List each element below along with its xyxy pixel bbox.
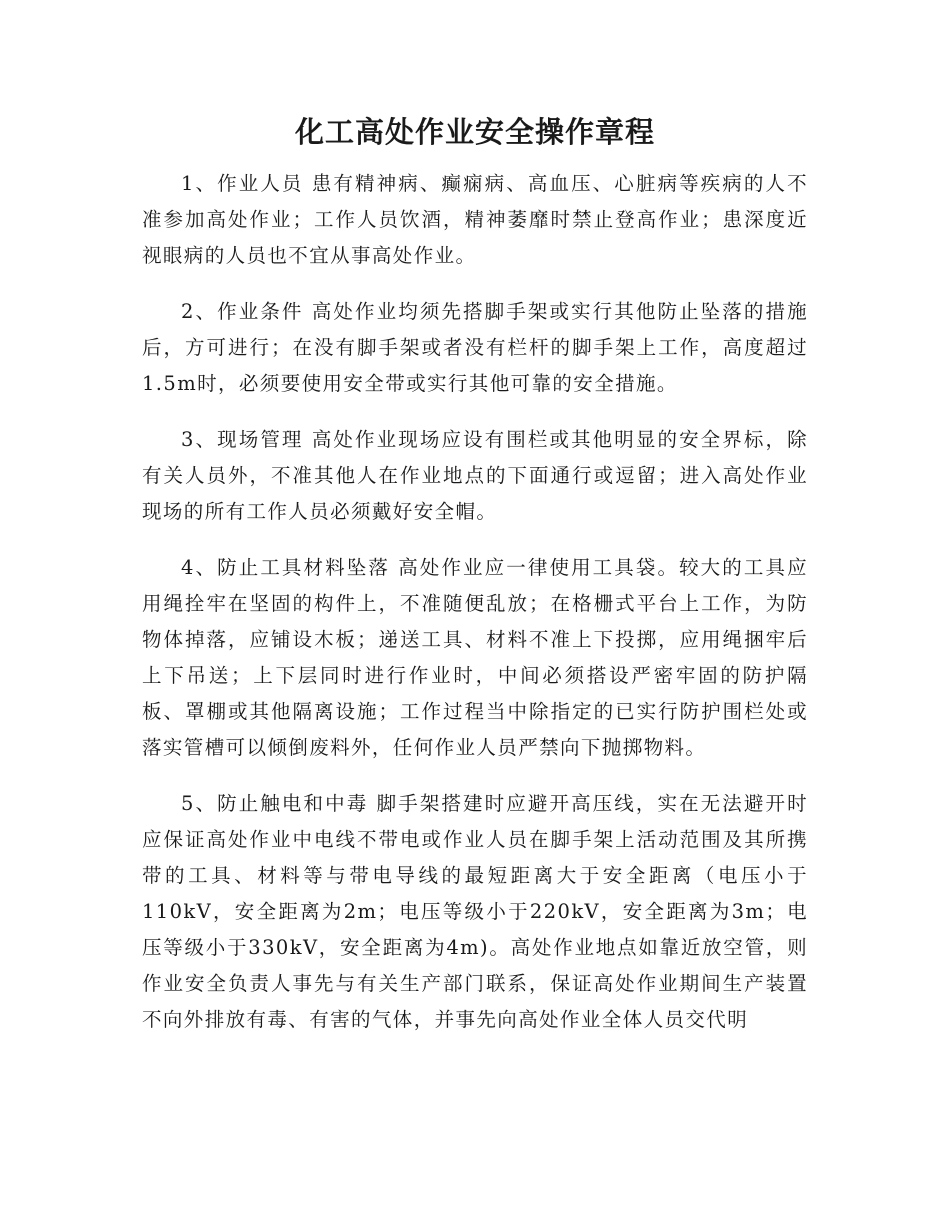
- paragraph-2: 2、作业条件 高处作业均须先搭脚手架或实行其他防止坠落的措施后，方可进行；在没有脚手架或者没有栏杆的脚手架上工作，高度超过1.5m时，必须要使用安全带或实行其他可靠的安全措施。: [142, 300, 808, 395]
- document-body: [142, 166, 808, 1058]
- paragraph-1: 1、作业人员 患有精神病、癫痫病、高血压、心脏病等疾病的人不准参加高处作业；工作人员饮酒，精神萎靡时禁止登高作业；患深度近视眼病的人员也不宜从事高处作业。: [142, 172, 808, 267]
- page-title: 化工高处作业安全操作章程: [294, 115, 655, 149]
- paragraph-4: 4、防止工具材料坠落 高处作业应一律使用工具袋。较大的工具应用绳拴牢在坚固的构件上，不准随便乱放；在格栅式平台上工作，为防物体掉落，应铺设木板；递送工具、材料不准上下投掷，应用绳捆牢后上下吊送；上下层同时进行作业时，中间必须搭设严密牢固的防护隔板、罩棚或其他隔离设施；工作过程当中除指定的已实行防护围栏处或落实管槽可以倾倒废料外，任何作业人员严禁向下抛掷物料。: [142, 556, 808, 759]
- paragraph-5: 5、防止触电和中毒 脚手架搭建时应避开高压线，实在无法避开时应保证高处作业中电线不带电或作业人员在脚手架上活动范围及其所携带的工具、材料等与带电导线的最短距离大于安全距离（电压小于110kV，安全距离为2m；电压等级小于220kV，安全距离为3m；电压等级小于330kV，安全距离为4m)。高处作业地点如靠近放空管，则作业安全负责人事先与有关生产部门联系，保证高处作业期间生产装置不向外排放有毒、有害的气体，并事先向高处作业全体人员交代明: [142, 792, 808, 1031]
- paragraph-3: 3、现场管理 高处作业现场应设有围栏或其他明显的安全界标，除有关人员外，不准其他人在作业地点的下面通行或逗留；进入高处作业现场的所有工作人员必须戴好安全帽。: [142, 428, 808, 523]
